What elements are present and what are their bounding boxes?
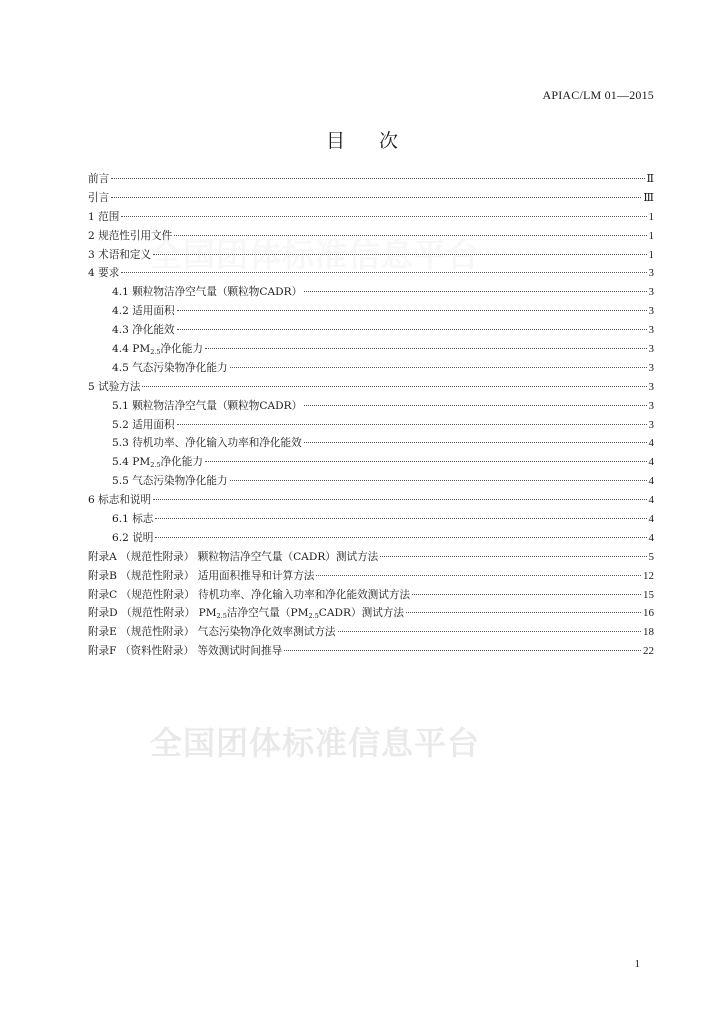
toc-entry-page: 5 [648, 550, 654, 563]
toc-entry-page: 1 [648, 248, 654, 261]
toc-entry-page: 15 [643, 588, 654, 601]
toc-dot-leader [406, 612, 641, 613]
toc-label-subscript: 2.5 [150, 348, 161, 357]
toc-label-text: 5.5 气态污染物净化能力 [112, 475, 228, 488]
toc-label-text: 附录C （规范性附录） 待机功率、净化输入功率和净化能效测试方法 [88, 588, 411, 601]
toc-entry-page: 3 [648, 343, 654, 356]
toc-entry-page: Ⅲ [643, 191, 654, 204]
toc-entry[interactable] [88, 434, 654, 453]
toc-entry[interactable] [88, 359, 654, 378]
toc-entry[interactable] [88, 378, 654, 397]
toc-entry-page: 22 [643, 645, 654, 658]
watermark: 全国团体标准信息平台 [150, 724, 481, 762]
toc-dot-leader [174, 235, 646, 236]
toc-entry-label [112, 416, 175, 435]
page-number: 1 [634, 958, 640, 970]
toc-entry-label [88, 208, 119, 227]
toc-entry-page: 4 [648, 513, 654, 526]
toc-entry-label [88, 623, 336, 642]
toc-label-text: 5.2 适用面积 [112, 418, 175, 431]
toc-entry[interactable] [88, 586, 654, 605]
toc-entry-page: 3 [648, 305, 654, 318]
toc-entry-label [88, 227, 172, 246]
toc-entry-page: 3 [648, 286, 654, 299]
toc-label-text: 附录E （规范性附录） 气态污染物净化效率测试方法 [88, 626, 336, 639]
toc-label-text: 4.2 适用面积 [112, 305, 175, 318]
toc-entry[interactable] [88, 567, 654, 586]
toc-label-text: 1 范围 [88, 210, 120, 223]
toc-dot-leader [338, 631, 641, 632]
toc-entry[interactable] [88, 321, 654, 340]
toc-label-text: 4 要求 [88, 267, 120, 280]
toc-label-text: 6.1 标志 [112, 513, 154, 526]
toc-entry-page: 16 [643, 607, 654, 620]
toc-dot-leader [304, 442, 647, 443]
toc-entry-label [112, 434, 302, 453]
toc-entry-label [112, 472, 228, 491]
toc-dot-leader [177, 424, 647, 425]
toc-dot-leader [177, 310, 647, 311]
toc-dot-leader [412, 594, 641, 595]
toc-label-text: 2 规范性引用文件 [88, 229, 173, 242]
toc-label-text: CADR）测试方法 [318, 607, 404, 620]
toc-entry-page: 4 [648, 475, 654, 488]
toc-entry-page: 3 [648, 324, 654, 337]
toc-dot-leader [155, 537, 646, 538]
toc-dot-leader [284, 650, 641, 651]
toc-dot-leader [304, 291, 646, 292]
toc-entry-label [88, 378, 140, 397]
toc-dot-leader [205, 348, 647, 349]
toc-label-text: 4.5 气态污染物净化能力 [112, 361, 228, 374]
toc-entry[interactable] [88, 302, 654, 321]
toc-label-text: 6.2 说明 [112, 531, 154, 544]
toc-entry-label [88, 170, 109, 189]
toc-entry[interactable] [88, 189, 654, 208]
toc-label-text: 附录A （规范性附录） 颗粒物洁净空气量（CADR）测试方法 [88, 550, 379, 563]
toc-entry-label [88, 246, 151, 265]
toc-dot-leader [121, 272, 646, 273]
toc-dot-leader [111, 178, 644, 179]
toc-entry-label [88, 264, 119, 283]
table-of-contents [88, 170, 654, 661]
toc-label-text: 5 试验方法 [88, 380, 141, 393]
toc-label-text: 洁净空气量（PM [226, 607, 309, 620]
toc-entry-label [88, 567, 314, 586]
toc-entry[interactable] [88, 642, 654, 661]
toc-entry[interactable] [88, 472, 654, 491]
toc-label-text: 5.3 待机功率、净化输入功率和净化能效 [112, 437, 302, 450]
toc-label-text: 5.4 PM [112, 456, 151, 469]
toc-entry-label [88, 548, 378, 567]
toc-dot-leader [230, 480, 647, 481]
toc-entry-page: 12 [643, 569, 654, 582]
toc-entry[interactable] [88, 264, 654, 283]
watermark-faint: 全国团体标准信息平台 [150, 236, 481, 274]
toc-entry[interactable] [88, 604, 654, 623]
toc-entry[interactable] [88, 170, 654, 189]
toc-dot-leader [111, 197, 641, 198]
toc-dot-leader [153, 499, 646, 500]
toc-entry-page: 3 [648, 380, 654, 393]
toc-entry-label [112, 302, 175, 321]
toc-entry-page: 4 [648, 531, 654, 544]
toc-entry-label [88, 586, 410, 605]
toc-entry[interactable] [88, 529, 654, 548]
toc-entry[interactable] [88, 453, 654, 472]
toc-label-text: 6 标志和说明 [88, 494, 152, 507]
toc-dot-leader [205, 461, 647, 462]
toc-label-text: 4.1 颗粒物洁净空气量（颗粒物CADR） [112, 286, 303, 299]
toc-label-text: 引言 [88, 191, 110, 204]
toc-entry-label [112, 321, 175, 340]
toc-label-text: 5.1 颗粒物洁净空气量（颗粒物CADR） [112, 399, 303, 412]
toc-entry-page: 4 [648, 437, 654, 450]
toc-entry-page: 18 [643, 626, 654, 639]
toc-entry-label [112, 397, 302, 416]
toc-entry-label [88, 189, 109, 208]
toc-entry[interactable] [88, 510, 654, 529]
toc-entry-label [112, 283, 302, 302]
toc-entry-label [112, 510, 153, 529]
toc-label-text: 4.4 PM [112, 343, 151, 356]
toc-entry-page: 1 [648, 210, 654, 223]
toc-entry[interactable] [88, 283, 654, 302]
toc-entry[interactable] [88, 208, 654, 227]
toc-label-text: 4.3 净化能效 [112, 324, 175, 337]
toc-entry-label [88, 642, 282, 661]
standard-code: APIAC/LM 01—2015 [542, 88, 654, 102]
toc-label-text: 附录D （规范性附录） PM [88, 607, 217, 620]
toc-entry-page: 3 [648, 418, 654, 431]
toc-dot-leader [177, 329, 647, 330]
toc-label-subscript: 2.5 [150, 461, 161, 470]
toc-entry[interactable] [88, 246, 654, 265]
toc-dot-leader [316, 575, 641, 576]
toc-label-subscript: 2.5 [308, 612, 319, 621]
toc-entry-page: Ⅱ [646, 173, 654, 185]
toc-entry[interactable] [88, 227, 654, 246]
toc-entry-label [88, 491, 151, 510]
toc-label-text: 3 术语和定义 [88, 248, 152, 261]
toc-label-text: 附录B （规范性附录） 适用面积推导和计算方法 [88, 569, 315, 582]
toc-label-text: 前言 [88, 173, 110, 185]
toc-label-subscript: 2.5 [216, 612, 227, 621]
toc-entry-page: 3 [648, 361, 654, 374]
toc-dot-leader [155, 518, 646, 519]
toc-entry[interactable] [88, 340, 654, 359]
toc-entry-page: 4 [648, 494, 654, 507]
toc-entry-page: 3 [648, 267, 654, 280]
toc-label-text: 净化能力 [160, 343, 203, 356]
toc-entry-label [112, 529, 153, 548]
toc-dot-leader [304, 405, 646, 406]
toc-entry[interactable] [88, 491, 654, 510]
toc-dot-leader [380, 556, 646, 557]
toc-dot-leader [121, 216, 646, 217]
toc-entry[interactable] [88, 416, 654, 435]
toc-label-text: 附录F （资料性附录） 等效测试时间推导 [88, 645, 283, 658]
toc-title: 目次 [325, 130, 432, 152]
toc-entry[interactable] [88, 548, 654, 567]
toc-label-text: 净化能力 [160, 456, 203, 469]
toc-entry-page: 1 [648, 229, 654, 242]
toc-entry[interactable] [88, 397, 654, 416]
toc-dot-leader [230, 367, 647, 368]
toc-dot-leader [142, 386, 646, 387]
toc-entry-label [112, 359, 228, 378]
toc-entry-page: 3 [648, 399, 654, 412]
toc-dot-leader [153, 254, 646, 255]
toc-entry-page: 4 [648, 456, 654, 469]
